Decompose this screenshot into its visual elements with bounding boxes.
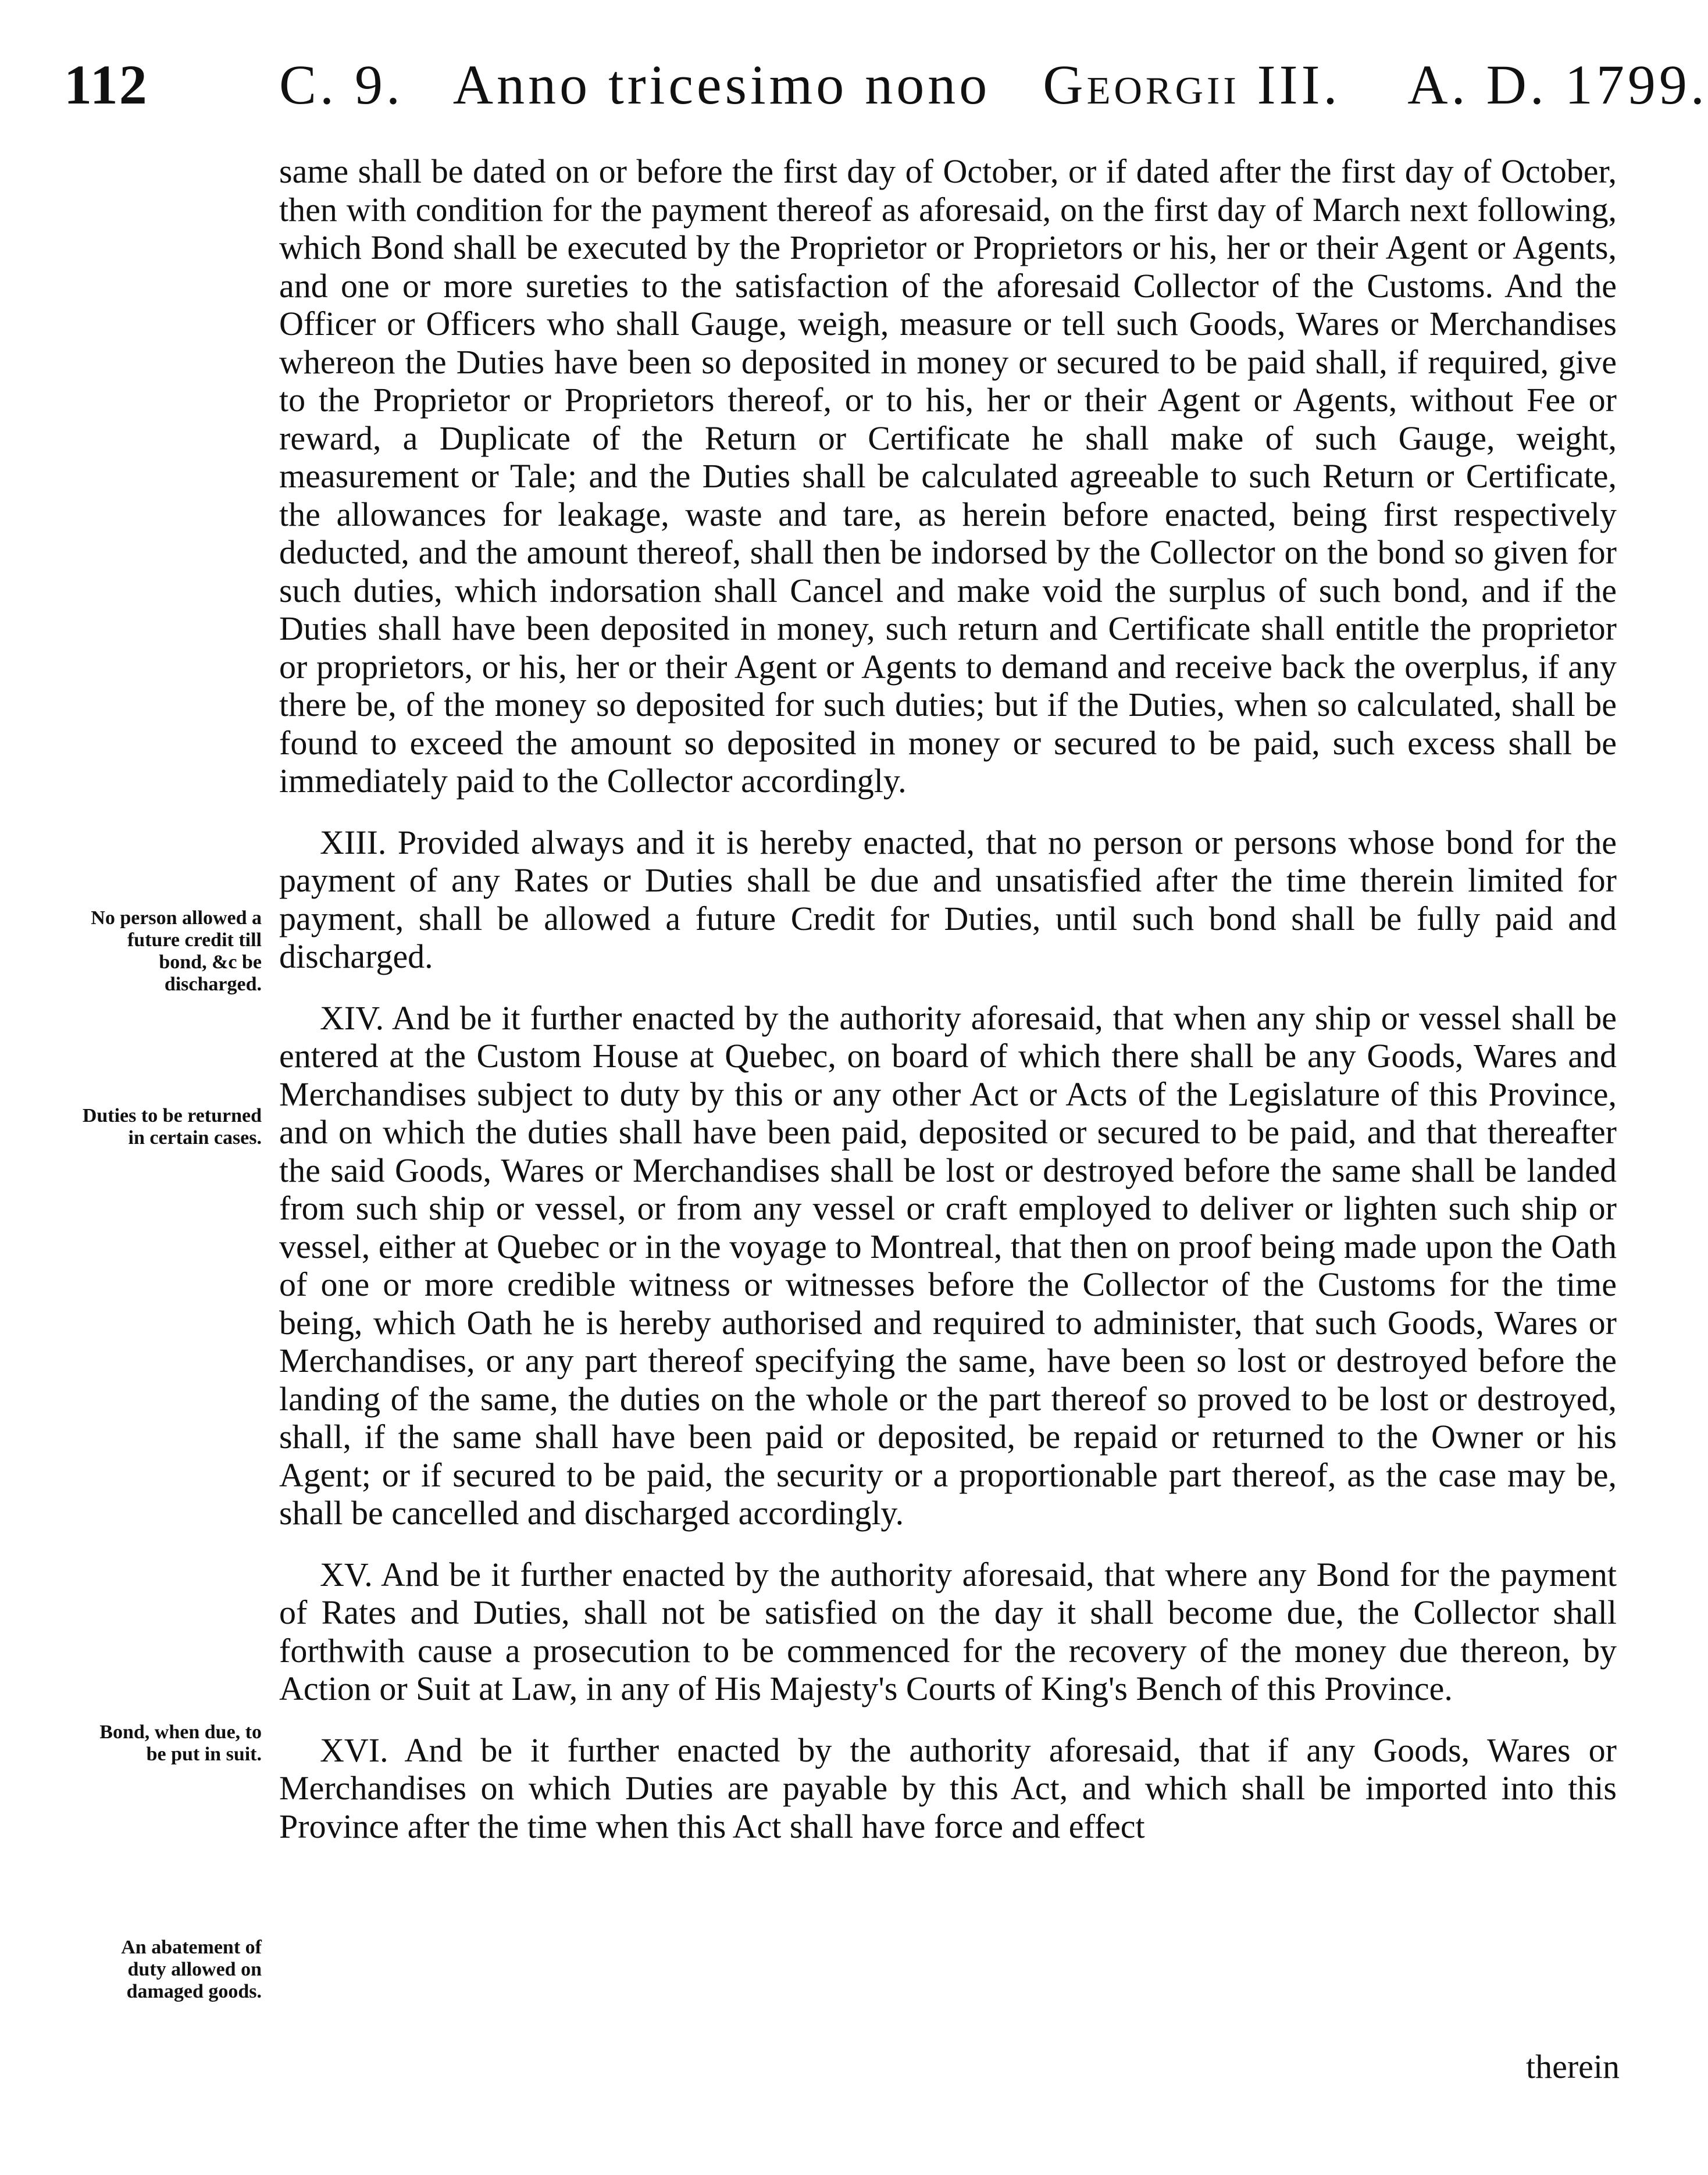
- chapter-number: C. 9.: [279, 54, 404, 116]
- margin-note-xv: Bond, when due, to be put in suit.: [99, 1721, 262, 1765]
- running-header: [64, 52, 1708, 134]
- paragraph-section-xvi: XVI. And be it further enacted by the authority aforesaid, that if any Goods, Wares or Merchandises on which Duties are payable by this Act, and which shall be imported into this Province after the time when this Act shall have force and effect: [279, 1731, 1617, 1845]
- paragraph-continuation: same shall be dated on or before the first day of October, or if dated after the first day of October, then with condition for the payment thereof as aforesaid, on the first day of March next following, which Bond shall be executed by the Proprietor or Proprietors or his, her or their Agent or Agents, and one or more sureties to the satisfaction of the aforesaid Collector of the Customs. And the Officer or Officers who shall Gauge, weigh, measure or tell such Goods, Wares or Merchandises whereon the Duties have been so deposited in money or secured to be paid shall, if required, give to the Proprietor or Proprietors thereof, or to his, her or their Agent or Agents, without Fee or reward, a Duplicate of the Return or Certificate he shall make of such Gauge, weight, measurement or Tale; and the Duties shall be calculated agreeable to such Return or Certificate, the allowances for leakage, waste and tare, as herein before enacted, being first respectively deducted, and the amount thereof, shall then be indorsed by the Collector on the bond so given for such duties, which indorsation shall Cancel and make void the surplus of such bond, and if the Duties shall have been deposited in money, such return and Certificate shall entitle the proprietor or proprietors, or his, her or their Agent or Agents to demand and receive back the overplus, if any there be, of the money so deposited for such duties; but if the Duties, when so calculated, shall be found to exceed the amount so deposited in money or secured to be paid, such excess shall be immediately paid to the Collector accordingly.: [279, 152, 1617, 800]
- regnal-year-text: Anno tricesimo nono: [452, 54, 991, 116]
- anno-domini: A. D. 1799.: [1407, 54, 1708, 116]
- paragraph-section-xiii: XIII. Provided always and it is hereby enacted, that no person or persons whose bond for the payment of any Rates or Duties shall be due and unsatisfied after the time therein limited for payment, shall be allowed a future Credit for Duties, until such bond shall be fully paid and discharged.: [279, 823, 1617, 975]
- margin-note-xiv: Duties to be returned in certain cases.: [82, 1105, 262, 1149]
- king-name: Georgii III.: [1043, 54, 1341, 116]
- running-title: [279, 52, 1708, 117]
- paragraph-section-xv: XV. And be it further enacted by the authority aforesaid, that where any Bond for the payment of Rates and Duties, shall not be satisfied on the day it shall become due, the Collector shall forthwith cause a prosecution to be commenced for the recovery of the money due thereon, by Action or Suit at Law, in any of His Majesty's Courts of King's Bench of this Province.: [279, 1555, 1617, 1707]
- paragraph-section-xiv: XIV. And be it further enacted by the authority aforesaid, that when any ship or vessel shall be entered at the Custom House at Quebec, on board of which there shall be any Goods, Wares and Merchandises subject to duty by this or any other Act or Acts of the Legislature of this Province, and on which the duties shall have been paid, deposited or secured to be paid, and that thereafter the said Goods, Wares or Merchandises shall be lost or destroyed before the same shall be landed from such ship or vessel, or from any vessel or craft employed to deliver or lighten such ship or vessel, either at Quebec or in the voyage to Montreal, that then on proof being made upon the Oath of one or more credible witness or witnesses before the Collector of the Customs for the time being, which Oath he is hereby authorised and required to administer, that such Goods, Wares or Merchandises, or any part thereof specifying the same, have been so lost or destroyed before the landing of the same, the duties on the whole or the part thereof so proved to be lost or destroyed, shall, if the same shall have been paid or deposited, be repaid or returned to the Owner or his Agent; or if secured to be paid, the security or a proportionable part thereof, as the case may be, shall be cancelled and discharged accordingly.: [279, 999, 1617, 1532]
- main-text: [279, 152, 1617, 1845]
- page-number: 112: [64, 54, 148, 116]
- margin-note-xiii: No person allowed a future credit till bond, &c be discharged.: [91, 907, 262, 995]
- margin-note-xvi: An abatement of duty allowed on damaged goods.: [121, 1937, 262, 2002]
- catchword: therein: [1525, 2048, 1620, 2085]
